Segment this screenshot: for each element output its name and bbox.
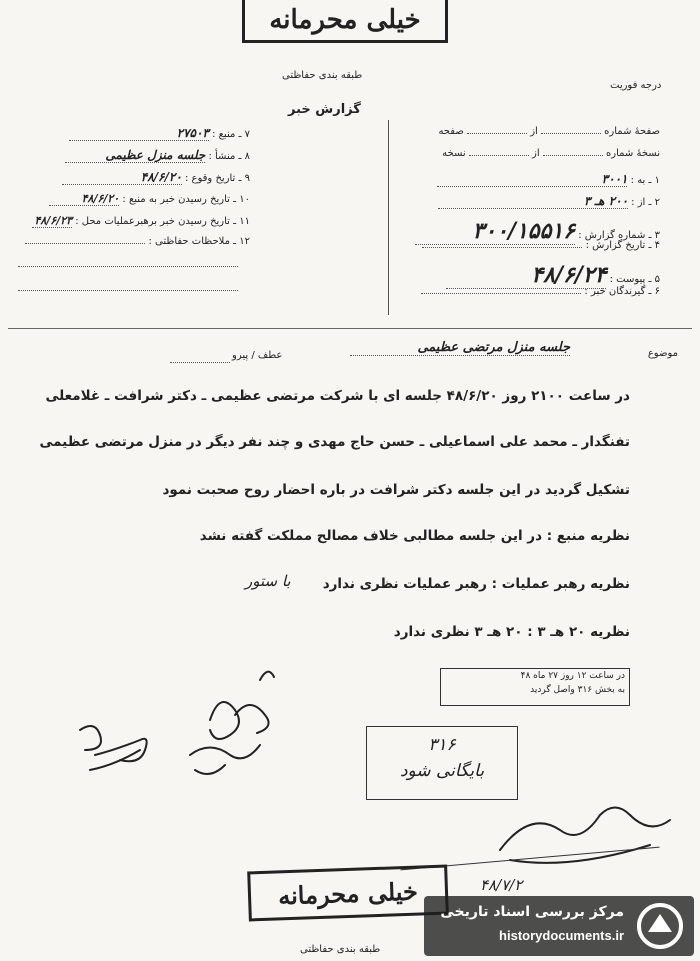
field-origin: ۸ ـ منشأ : جلسه منزل عظیمی — [65, 148, 250, 163]
field-report-date: ۴ ـ تاریخ گزارش : — [422, 240, 660, 251]
field-received-source: ۱۰ ـ تاریخ رسیدن خبر به منبع : ۴۸/۶/۲۰ — [49, 192, 250, 206]
footer-security-class: طبقه بندی حفاظتی — [300, 944, 381, 955]
body-line-4: نظریه منبع : در این جلسه مطالبی خلاف مصالح مملکت گفته نشد — [199, 528, 630, 544]
leader-handwritten-note: با ستور — [245, 572, 291, 590]
report-title: گزارش خبر — [288, 102, 361, 117]
field-copy-number: نسخهٔ شماره از نسخه — [442, 148, 660, 159]
top-confidential-stamp: خیلی محرمانه — [242, 0, 448, 43]
field-security-notes: ۱۲ ـ ملاحظات حفاظتی : — [25, 236, 250, 247]
watermark-title: مرکز بررسی اسناد تاریخی — [440, 904, 624, 920]
field-to: ۱ ـ به : ۳۰۰۱ — [437, 172, 660, 187]
field-attachment-value: ۴۸/۶/۲۴ — [446, 262, 606, 289]
field-from-value: ۲۰۰ هـ ۳ — [438, 194, 628, 209]
receipt-stamp — [440, 668, 630, 706]
subject-label: موضوع — [647, 348, 678, 359]
archive-number: ۳۱۶ — [428, 735, 456, 755]
field-received-source-value: ۴۸/۶/۲۰ — [49, 192, 119, 206]
subject-value: جلسه منزل مرتضی عظیمی — [350, 340, 570, 356]
field-report-number: ۳ ـ شماره گزارش : ۳۰۰/۱۵۵۱۶ — [415, 218, 660, 245]
field-to-value: ۳۰۰۱ — [437, 172, 627, 187]
priority-label: درجه فوریت — [610, 80, 662, 91]
column-divider — [388, 120, 389, 315]
body-line-2: تفنگدار ـ محمد علی اسماعیلی ـ حسن حاج مهدی و چند نفر دیگر در منزل مرتضی عظیمی — [39, 434, 630, 450]
field-page-number: صفحهٔ شماره از صفحه — [438, 126, 660, 137]
field-attachment: ۵ ـ پیوست : ۴۸/۶/۲۴ — [446, 262, 660, 289]
field-received-leader: ۱۱ ـ تاریخ رسیدن خبر برهبرعملیات محل : ۴۸/۶/۲۳ — [32, 214, 250, 228]
field-report-number-value: ۳۰۰/۱۵۵۱۶ — [415, 218, 575, 245]
body-line-3: تشکیل گردید در این جلسه دکتر شرافت در باره احضار روح صحبت نمود — [162, 482, 630, 498]
bottom-confidential-stamp: خیلی محرمانه — [247, 865, 449, 922]
field-security-notes-value — [25, 243, 145, 244]
archive-box — [366, 726, 518, 800]
archive-text: بایگانی شود — [399, 761, 485, 781]
watermark-url: historydocuments.ir — [499, 928, 624, 943]
field-report-date-value — [422, 247, 582, 248]
signature-date: ۴۸/۷/۲ — [480, 876, 523, 894]
security-class-label: طبقه بندی حفاظتی — [282, 70, 363, 81]
header-divider — [8, 328, 692, 329]
receipt-stamp-line2: به بخش ۳۱۶ واصل گردید — [530, 685, 625, 695]
field-event-date-value: ۴۸/۶/۲۰ — [62, 170, 182, 185]
watermark-logo-icon — [634, 902, 686, 950]
field-recipients: ۶ ـ گیرندگان خبر : — [421, 286, 660, 297]
body-line-1: در ساعت ۲۱۰۰ روز ۴۸/۶/۲۰ جلسه ای با شرکت مرتضی عظیمی ـ دکتر شرافت ـ غلامعلی — [45, 388, 630, 404]
field-source: ۷ ـ منبع : ۲۷۵۰۳ — [69, 126, 250, 141]
receipt-stamp-line1: در ساعت ۱۲ روز ۲۷ ماه ۴۸ — [520, 671, 625, 681]
field-source-value: ۲۷۵۰۳ — [69, 126, 209, 141]
field-received-leader-value: ۴۸/۶/۲۳ — [32, 214, 72, 228]
field-recipients-value — [421, 293, 581, 294]
body-line-6: نظریه ۲۰ هـ ۳ : ۲۰ هـ ۳ نظری ندارد — [393, 624, 630, 640]
watermark — [424, 896, 694, 956]
body-line-5: نظریه رهبر عملیات : رهبر عملیات نظری ندارد — [322, 576, 630, 592]
field-event-date: ۹ ـ تاریخ وقوع : ۴۸/۶/۲۰ — [62, 170, 250, 185]
field-from: ۲ ـ از : ۲۰۰ هـ ۳ — [438, 194, 660, 209]
reference-label: عطف / پیرو — [232, 350, 283, 361]
field-origin-value: جلسه منزل عظیمی — [65, 148, 205, 163]
handwritten-signatures — [60, 660, 300, 790]
